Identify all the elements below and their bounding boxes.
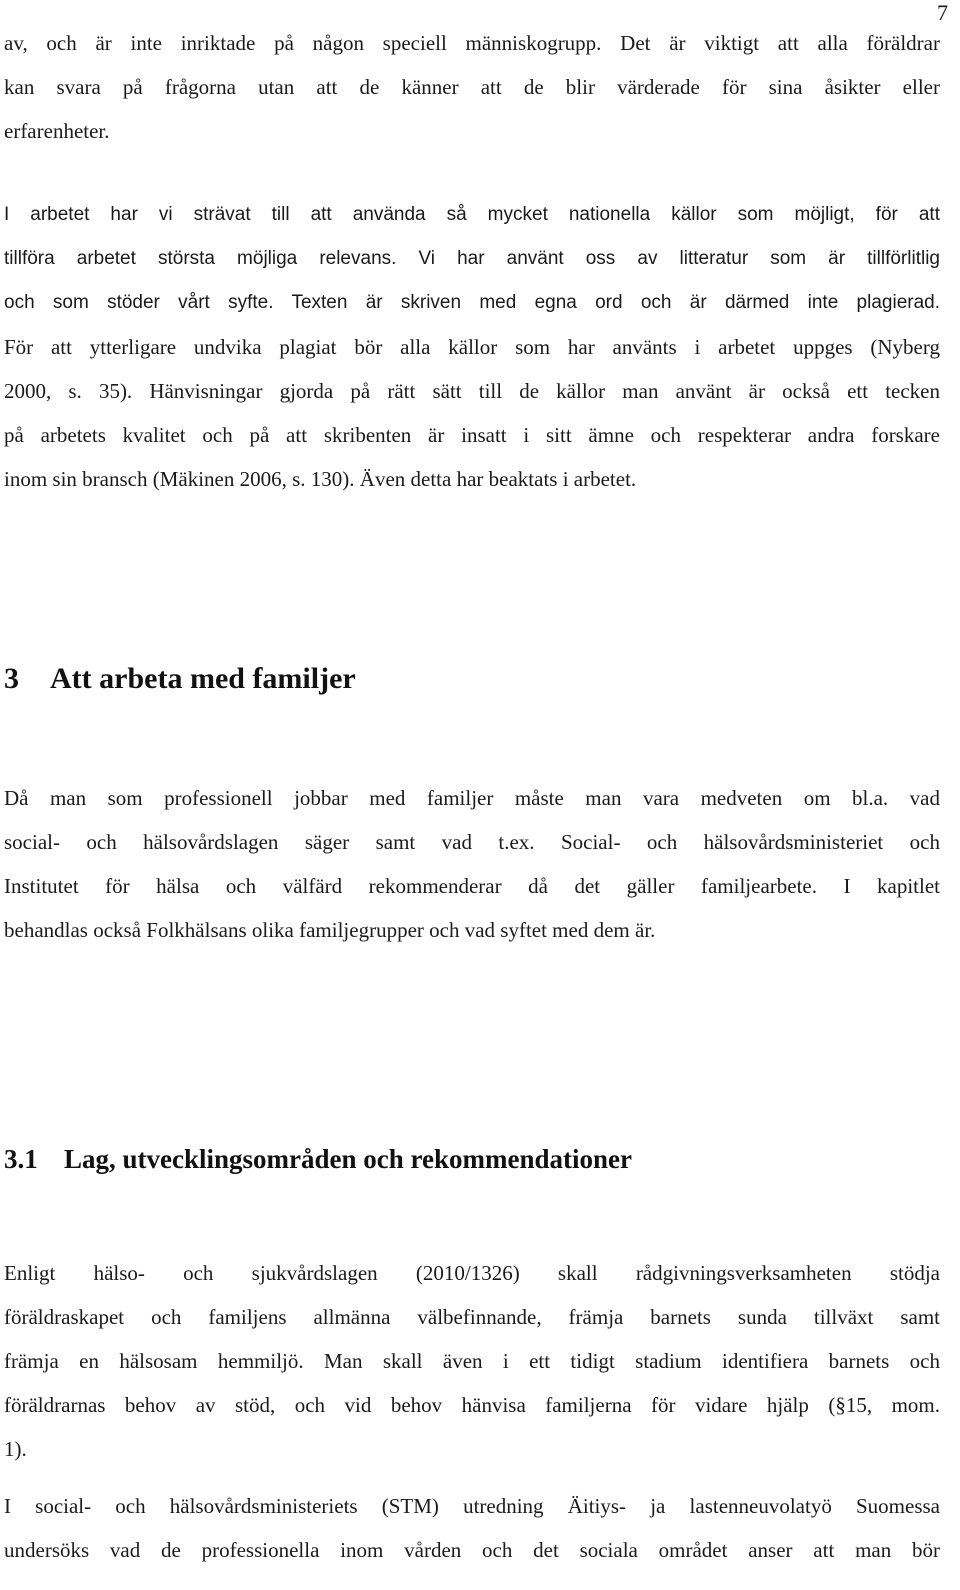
paragraph-line: För att ytterligare undvika plagiat bör alla källor som har använts i arbetet uppges (Nyberg [4, 335, 940, 359]
paragraph-line: 1). [4, 1437, 27, 1461]
paragraph-line: Enligt hälso- och sjukvårdslagen (2010/1326) skall rådgivningsverksamheten stödja [4, 1261, 940, 1285]
paragraph-line: behandlas också Folkhälsans olika familjegrupper och vad syftet med dem är. [4, 918, 656, 942]
section-title: Att arbeta med familjer [50, 662, 356, 695]
paragraph-line: Då man som professionell jobbar med familjer måste man vara medveten om bl.a. vad [4, 786, 940, 810]
paragraph-law [4, 1251, 940, 1471]
paragraph-families [4, 776, 940, 952]
subsection-heading [4, 1142, 632, 1176]
paragraph-line: på arbetets kvalitet och på att skribenten är insatt i sitt ämne och respekterar andra forskare [4, 423, 940, 447]
paragraph-line: av, och är inte inriktade på någon speciell människogrupp. Det är viktigt att alla föräldrar [4, 31, 940, 55]
subsection-number: 3.1 [4, 1144, 38, 1174]
paragraph-sources-serif [4, 325, 940, 501]
section-heading [4, 661, 356, 697]
paragraph-line: I social- och hälsovårdsministeriets (STM) utredning Äitiys- ja lastenneuvolatyö Suomessa [4, 1494, 940, 1518]
paragraph-line: föräldraskapet och familjens allmänna välbefinnande, främja barnets sunda tillväxt samt [4, 1305, 940, 1329]
paragraph-line: främja en hälsosam hemmiljö. Man skall även i ett tidigt stadium identifiera barnets och [4, 1349, 940, 1373]
paragraph-sources [4, 193, 940, 325]
paragraph-stm [4, 1484, 940, 1572]
subsection-title: Lag, utvecklingsområden och rekommendationer [64, 1144, 632, 1174]
paragraph-line: tillföra arbetet största möjliga relevans. Vi har använt oss av litteratur som är tillförlitlig [4, 248, 940, 269]
paragraph-line: social- och hälsovårdslagen säger samt vad t.ex. Social- och hälsovårdsministeriet och [4, 830, 940, 854]
paragraph-line: I arbetet har vi strävat till att använda så mycket nationella källor som möjligt, för att [4, 204, 940, 225]
section-number: 3 [4, 662, 19, 695]
paragraph-line: och som stöder vårt syfte. Texten är skriven med egna ord och är därmed inte plagierad. [4, 292, 940, 313]
page-number: 7 [937, 0, 948, 25]
paragraph-line: kan svara på frågorna utan att de känner att de blir värderade för sina åsikter eller [4, 75, 940, 99]
paragraph-line: 2000, s. 35). Hänvisningar gjorda på rätt sätt till de källor man använt är också ett tecken [4, 379, 940, 403]
paragraph-line: föräldrarnas behov av stöd, och vid behov hänvisa familjerna för vidare hjälp (§15, mom. [4, 1393, 940, 1417]
paragraph-continuation [4, 21, 940, 153]
paragraph-line: undersöks vad de professionella inom vården och det sociala området anser att man bör [4, 1538, 940, 1562]
paragraph-line: inom sin bransch (Mäkinen 2006, s. 130). Även detta har beaktats i arbetet. [4, 467, 637, 491]
paragraph-line: erfarenheter. [4, 119, 110, 143]
paragraph-line: Institutet för hälsa och välfärd rekommenderar då det gäller familjearbete. I kapitlet [4, 874, 940, 898]
